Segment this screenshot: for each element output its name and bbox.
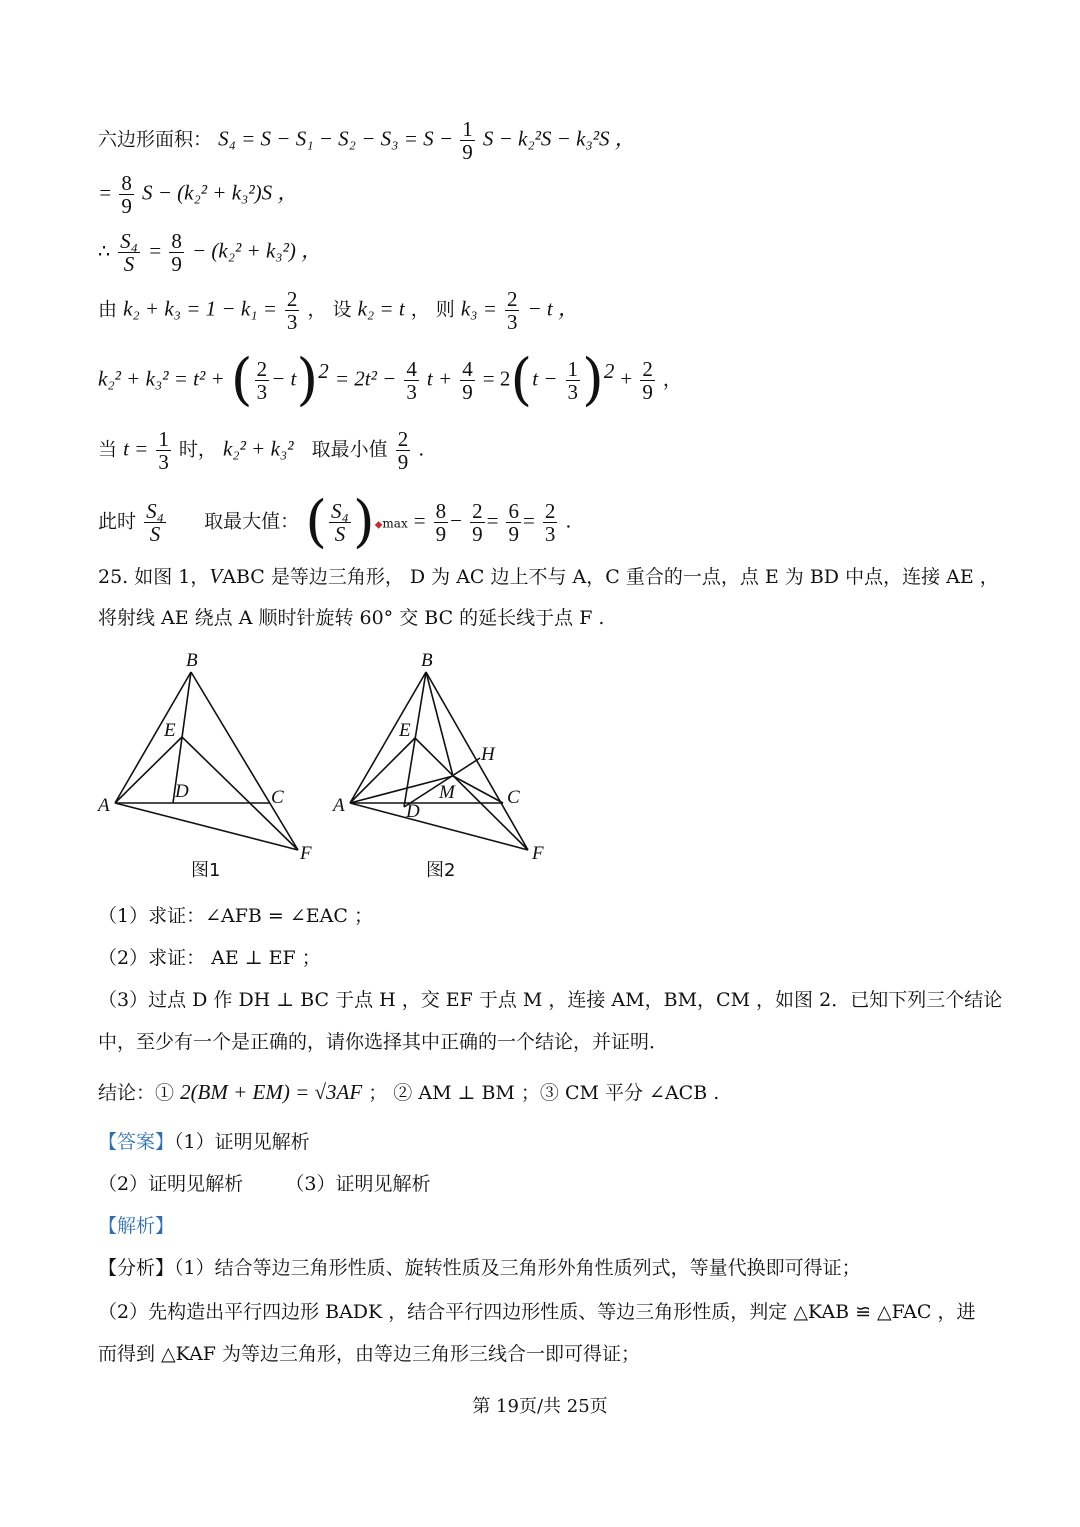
equation: + <box>620 366 633 391</box>
equation: t − <box>532 366 558 391</box>
figure-2-labels <box>331 650 544 864</box>
equation-tail: S − k₂²S − k₃²S ， <box>482 126 636 151</box>
fraction: $\frac{1}{3}$ <box>158 427 169 474</box>
text: （3）证明见解析 <box>285 1173 431 1195</box>
figure-1-caption: 图1 <box>191 860 221 881</box>
equation-line-4 <box>98 288 579 333</box>
fenxi-tag: 【分析】 <box>98 1257 175 1279</box>
sub-question-1: （1）求证：∠AFB = ∠EAC ； <box>98 905 373 927</box>
label-M: M <box>439 782 455 803</box>
fraction: $\frac{2}{9}$ <box>642 357 653 404</box>
question-25-line-2 <box>98 606 604 630</box>
fraction: $\frac{2}{9}$ <box>397 427 409 474</box>
fraction: $\frac{1}{9}$ <box>462 117 473 164</box>
fenxi-line-3: 而得到 △KAF 为等边三角形，由等边三角形三线合一即可得证； <box>98 1343 641 1365</box>
subscript-max: max <box>382 516 408 531</box>
equation: − t ， <box>527 296 579 321</box>
fraction: $\frac{2}{3}$ <box>256 357 268 404</box>
equation-line-5: k₂² + k₃² = t² + ( $\frac{2}{3}$ − t)$^2$ = 2t² − $\frac{4}{3}$ t + $\frac{4}{9}$ = 2(t − $\frac{1}{3}$ )$^2$ + $\frac{2}{9}$ ， <box>98 347 682 413</box>
question-25-line-1: 25. 如图 1，VABC 是等边三角形， D 为 AC 边上不与 A，C 重合的一点，点 E 为 BD 中点，连接 AE ， <box>98 564 999 588</box>
analysis-tag: 【解析】 <box>98 1215 175 1237</box>
equation-line-2: = $\frac{8}{9}$ S − (k₂² + k₃²)S ， <box>98 171 299 218</box>
fraction: $\frac{2}{9}$ <box>472 499 483 546</box>
figure-1 <box>115 672 298 850</box>
equation: = 2t² − <box>334 366 397 391</box>
label-D: D <box>406 801 420 822</box>
text: ， 设 <box>307 298 352 321</box>
equation: − t <box>271 366 297 391</box>
text: 25. 如图 1， <box>98 566 210 588</box>
hexagon-area-line <box>98 118 636 163</box>
ratio-fraction: $\frac{\text{S₄}}{S}$ <box>120 229 138 276</box>
fraction: $\frac{8}{9}$ <box>171 229 182 276</box>
equation: k₂² + k₃² <box>222 436 294 461</box>
page-footer: 第 19页/共 25页 <box>472 1396 608 1417</box>
fraction: $\frac{2}{3}$ <box>544 499 556 546</box>
fraction: $\frac{4}{3}$ <box>406 357 417 404</box>
text: ， 则 <box>410 298 455 321</box>
equation-line-7: 此时 $\frac{\text{S₄}}{S}$ 取最大值： ( $\frac{\text{S₄}}{S}$ )◆max = $\frac{8}{9}$ − $\frac{2}{9}$ = $\frac{6}{9}$ = $\frac{2}{3}$ . <box>98 489 572 555</box>
label-C: C <box>271 787 284 808</box>
sub-question-3-line-1: （3）过点 D 作 DH ⊥ BC 于点 H ，交 EF 于点 M ，连接 AM，BM，CM ，如图 2．已知下列三个结论 <box>98 989 1003 1011</box>
label-A: A <box>98 795 110 816</box>
equation: t = <box>123 436 149 461</box>
text: . <box>418 438 425 461</box>
label-F: F <box>532 843 544 864</box>
fraction: $\frac{2}{3}$ <box>506 287 518 334</box>
text: 结论：① <box>98 1082 175 1104</box>
equation: S₄ = S − S₁ − S₂ − S₃ = S − <box>218 126 459 151</box>
fraction: $\frac{1}{3}$ <box>567 357 579 404</box>
equation: k₂² + k₃² = t² + <box>98 366 225 391</box>
fraction: $\frac{4}{9}$ <box>462 357 473 404</box>
equation: k₂ + k₃ = 1 − k₁ = <box>123 296 277 321</box>
analysis-line <box>98 1214 174 1238</box>
text: 此时 <box>98 510 137 533</box>
ratio-fraction: $\frac{\text{S₄}}{S}$ <box>331 499 349 546</box>
text: ， <box>662 368 682 391</box>
label-B: B <box>421 650 433 671</box>
conclusion-1: 2(BM + EM) = √3AF <box>180 1080 363 1104</box>
label-C: C <box>507 787 520 808</box>
text: 取最大值： <box>204 510 300 533</box>
ratio-fraction: $\frac{\text{S₄}}{S}$ <box>146 499 164 546</box>
figure-2-caption: 图2 <box>426 860 456 881</box>
answer-tag: 【答案】 <box>98 1131 175 1153</box>
text: D 为 AC 边上不与 A，C 重合的一点，点 E 为 BD 中点，连接 AE ， <box>409 566 999 588</box>
conclusions <box>98 1080 719 1105</box>
equation-tail: − (k₂² + k₃²) ， <box>191 238 323 263</box>
equation: = 2 <box>482 366 511 391</box>
equation-line-6 <box>98 428 424 473</box>
equation: k₂ = t <box>357 296 405 321</box>
fraction: $\frac{6}{9}$ <box>508 499 519 546</box>
label-E: E <box>164 720 176 741</box>
text: 当 <box>98 438 118 461</box>
label: 六边形面积： <box>98 128 213 151</box>
figure-2 <box>350 672 528 850</box>
text: 将射线 AE 绕点 A 顺时针旋转 60° 交 BC 的延长线于点 F . <box>98 607 605 629</box>
fenxi-line-1 <box>98 1256 861 1280</box>
text: （2）证明见解析 <box>98 1173 244 1195</box>
text: . <box>565 510 572 533</box>
answer-line-2 <box>98 1172 430 1196</box>
label-B: B <box>186 650 198 671</box>
equation-line-3: ∴ $\frac{\text{S₄}}{S}$ = $\frac{8}{9}$ − (k₂² + k₃²) ， <box>98 229 323 276</box>
text: （1）证明见解析 <box>174 1131 310 1153</box>
label-F: F <box>300 843 312 864</box>
fraction: $\frac{8}{9}$ <box>435 499 447 546</box>
geometry-figures <box>95 645 565 885</box>
text: 由 <box>98 298 118 321</box>
therefore-symbol: ∴ <box>98 240 111 263</box>
text: （1）结合等边三角形性质、旋转性质及三角形外角性质列式，等量代换即可得证； <box>174 1257 861 1279</box>
label-A: A <box>333 795 345 816</box>
equation: t + <box>426 366 453 391</box>
sub-question-3-line-2: 中，至少有一个是正确的，请你选择其中正确的一个结论，并证明． <box>98 1031 669 1053</box>
equation-tail: S − (k₂² + k₃²)S ， <box>141 180 299 205</box>
equation: k₃ = <box>460 296 497 321</box>
label-E: E <box>399 720 411 741</box>
sub-question-2: （2）求证： AE ⊥ EF ； <box>98 947 321 969</box>
answer-line-1 <box>98 1130 310 1154</box>
text: ABC 是等边三角形， <box>222 566 404 588</box>
fraction: $\frac{8}{9}$ <box>121 171 132 218</box>
text: 时， <box>178 438 217 461</box>
label-D: D <box>175 781 189 802</box>
fenxi-line-2: （2）先构造出平行四边形 BADK ，结合平行四边形性质、等边三角形性质，判定 △KAB ≌ △FAC ，进 <box>98 1301 976 1323</box>
label-H: H <box>481 744 495 765</box>
text: ； ② AM ⊥ BM ；③ CM 平分 ∠ACB . <box>368 1082 720 1104</box>
text: 取最小值 <box>311 438 388 461</box>
fraction: $\frac{2}{3}$ <box>286 287 298 334</box>
